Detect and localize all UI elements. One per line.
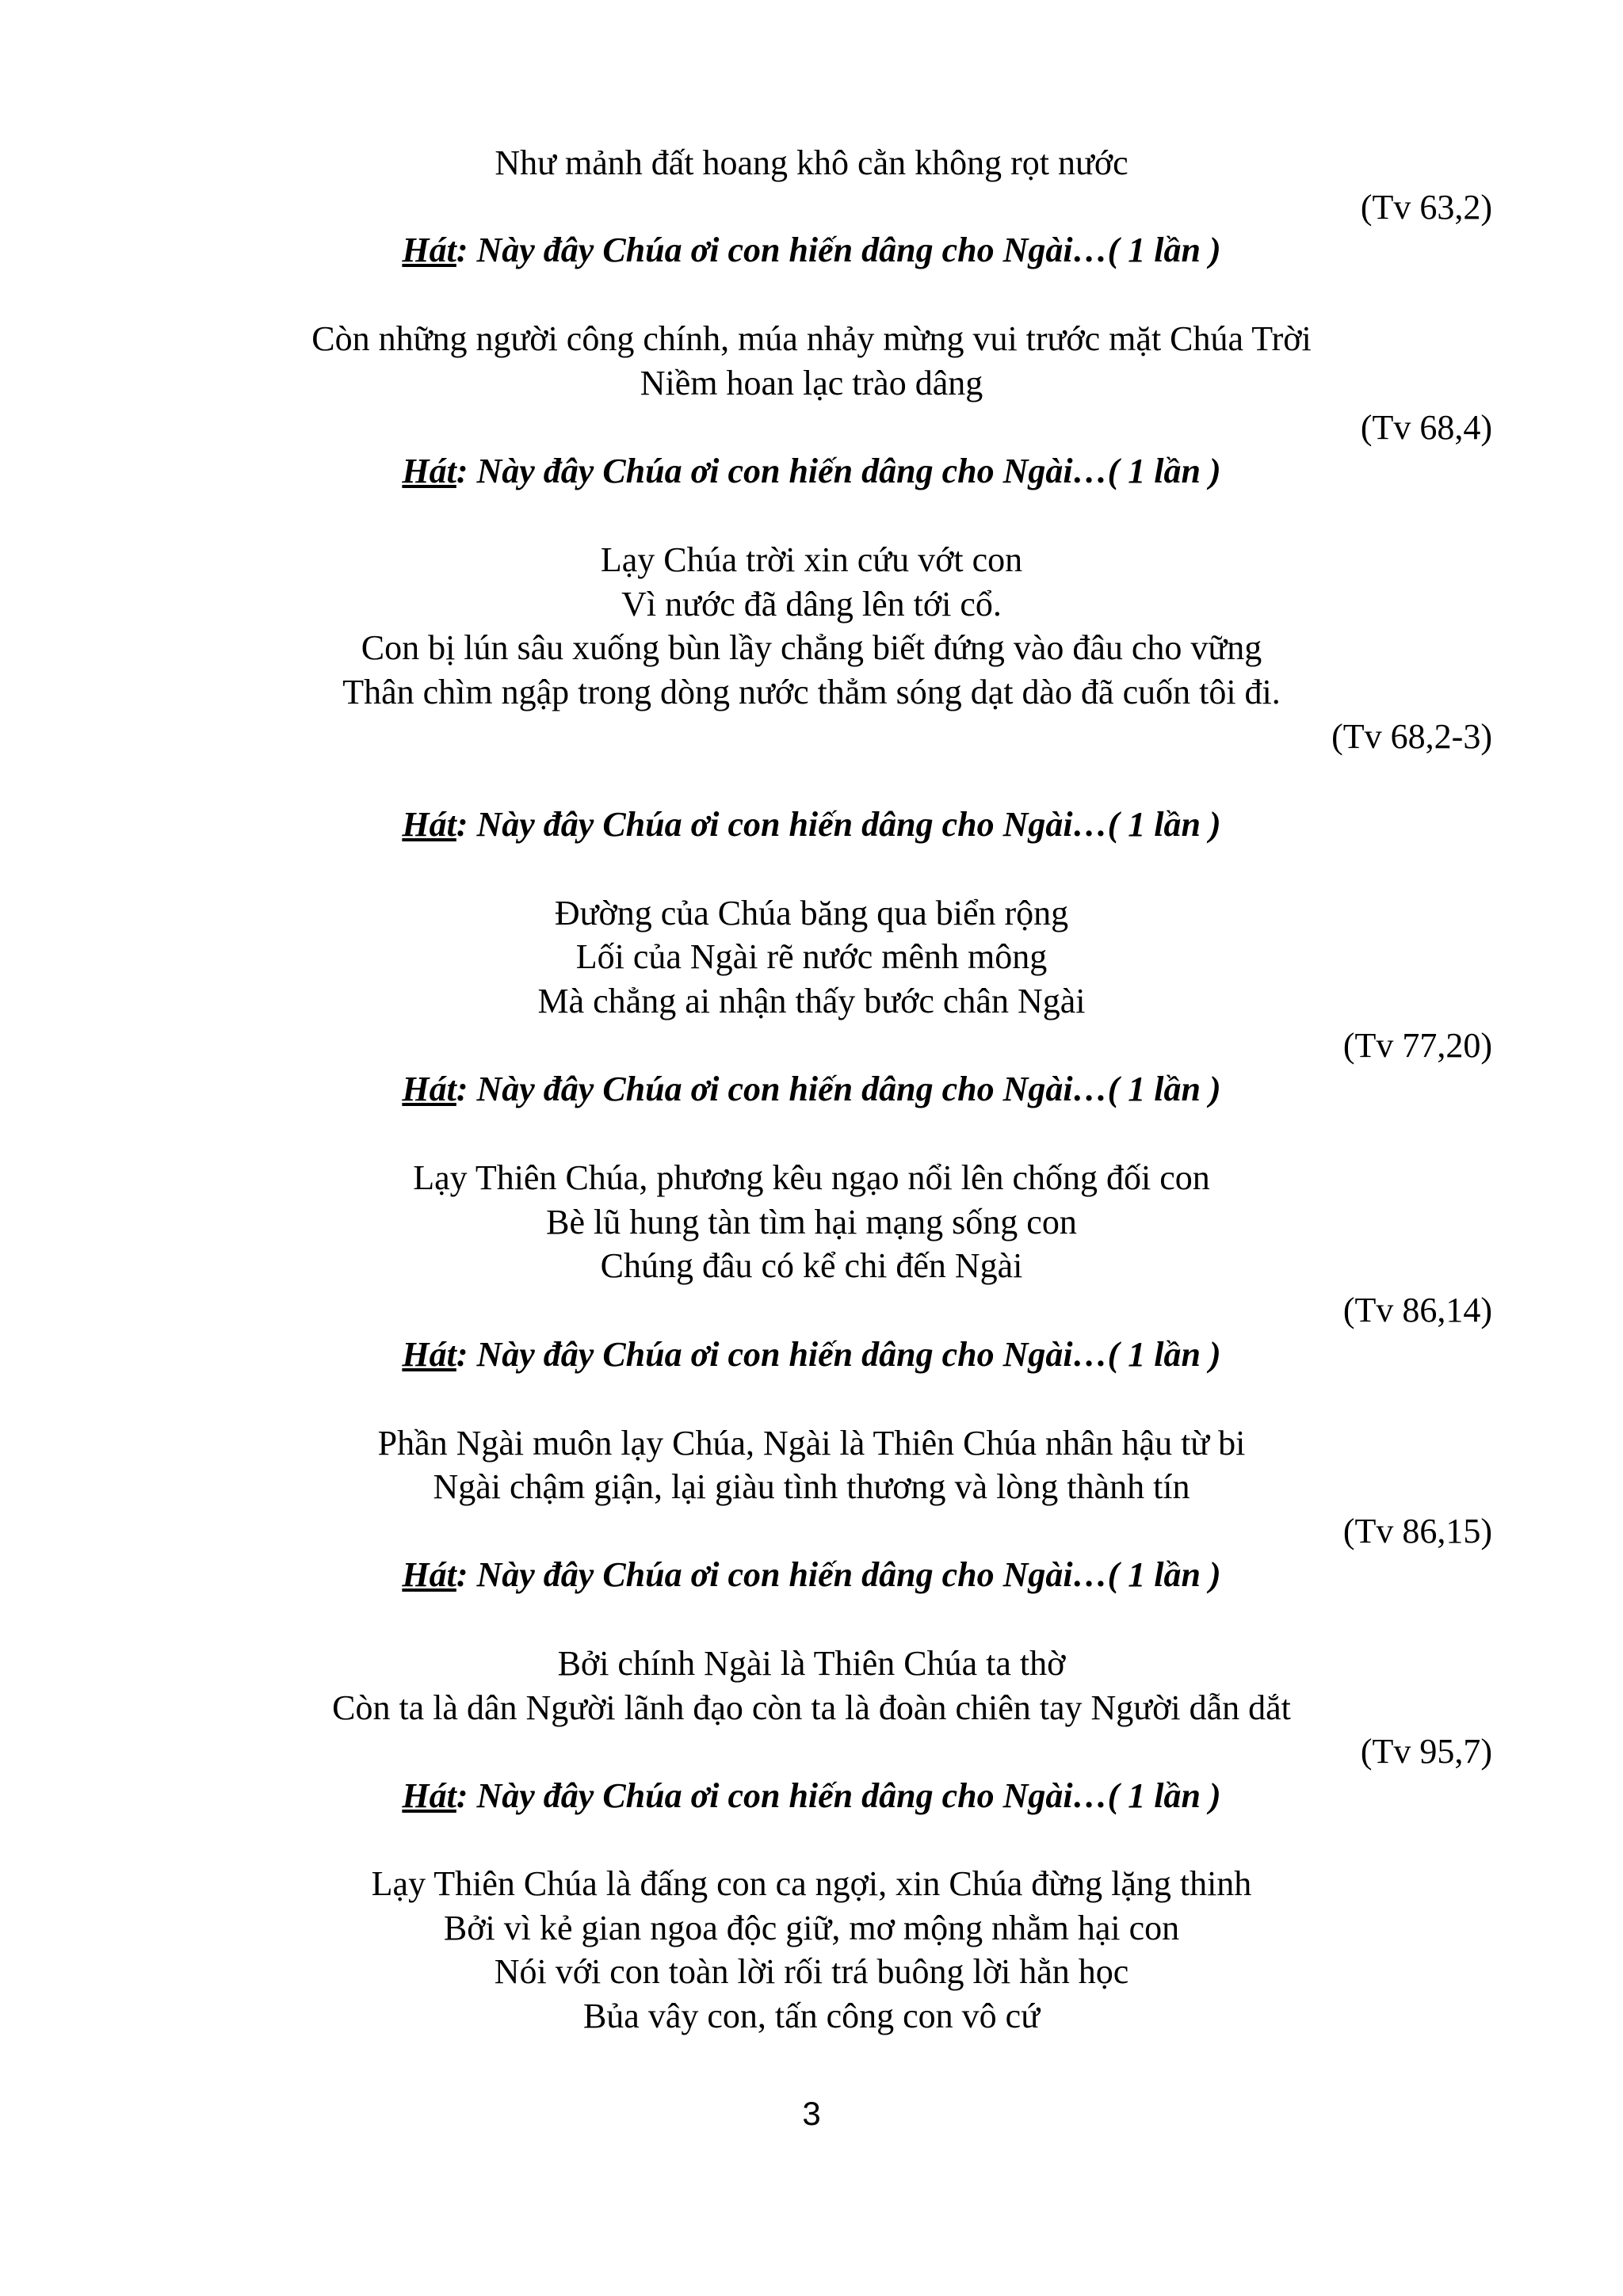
verse-line: Mà chẳng ai nhận thấy bước chân Ngài	[537, 982, 1086, 1020]
verse-line: Bè lũ hung tàn tìm hại mạng sống con	[546, 1203, 1077, 1241]
refrain-line	[0, 228, 1623, 273]
psalm-reference: (Tv 68,4)	[1360, 408, 1492, 447]
refrain-line	[0, 449, 1623, 494]
verse-line: Bởi chính Ngài là Thiên Chúa ta thờ	[557, 1644, 1066, 1683]
refrain-label: Hát	[402, 231, 456, 269]
verse-line: Đường của Chúa băng qua biển rộng	[554, 894, 1069, 933]
refrain-label: Hát	[402, 452, 456, 490]
verse-line: Phần Ngài muôn lạy Chúa, Ngài là Thiên Chúa nhân hậu từ bi	[377, 1424, 1246, 1463]
psalm-reference: (Tv 68,2-3)	[1331, 717, 1492, 756]
verse-line: Niềm hoan lạc trào dâng	[640, 364, 983, 402]
verse-line: Chúng đâu có kể chi đến Ngài	[600, 1246, 1023, 1285]
refrain-text: : Này đây Chúa ơi con hiến dâng cho Ngài…( 1 lần )	[456, 1555, 1221, 1594]
verse-line: Con bị lún sâu xuống bùn lầy chẳng biết đứng vào đâu cho vững	[361, 628, 1262, 667]
refrain-line	[0, 1774, 1623, 1818]
refrain-text: : Này đây Chúa ơi con hiến dâng cho Ngài…( 1 lần )	[456, 805, 1221, 844]
refrain-line	[0, 1553, 1623, 1597]
verse-line: Bủa vây con, tấn công con vô cứ	[582, 1997, 1041, 2035]
page-number: 3	[802, 2095, 821, 2132]
refrain-label: Hát	[402, 805, 456, 844]
verse-line: Như mảnh đất hoang khô cằn không rọt nước	[495, 143, 1128, 182]
verse-line: Lạy Thiên Chúa, phương kêu ngạo nổi lên chống đối con	[413, 1158, 1210, 1197]
verse-line: Thân chìm ngập trong dòng nước thẳm sóng dạt dào đã cuốn tôi đi.	[342, 673, 1281, 711]
refrain-line	[0, 1333, 1623, 1377]
psalm-reference: (Tv 86,15)	[1342, 1512, 1492, 1550]
verse-line: Còn những người công chính, múa nhảy mừng vui trước mặt Chúa Trời	[311, 319, 1312, 358]
refrain-line	[0, 803, 1623, 847]
refrain-label: Hát	[402, 1335, 456, 1374]
verse-line: Nói với con toàn lời rối trá buông lời hằn học	[494, 1952, 1129, 1991]
psalm-reference: (Tv 77,20)	[1342, 1026, 1492, 1065]
refrain-label: Hát	[402, 1555, 456, 1594]
refrain-text: : Này đây Chúa ơi con hiến dâng cho Ngài…( 1 lần )	[456, 1335, 1221, 1374]
verse-line: Ngài chậm giận, lại giàu tình thương và lòng thành tín	[433, 1467, 1190, 1506]
verse-line: Lạy Thiên Chúa là đấng con ca ngợi, xin Chúa đừng lặng thinh	[371, 1864, 1252, 1903]
refrain-text: : Này đây Chúa ơi con hiến dâng cho Ngài…( 1 lần )	[456, 1776, 1221, 1815]
psalm-reference: (Tv 63,2)	[1360, 188, 1492, 227]
refrain-label: Hát	[402, 1070, 456, 1108]
refrain-text: : Này đây Chúa ơi con hiến dâng cho Ngài…( 1 lần )	[456, 452, 1221, 490]
refrain-text: : Này đây Chúa ơi con hiến dâng cho Ngài…( 1 lần )	[456, 231, 1221, 269]
verse-line: Lối của Ngài rẽ nước mênh mông	[575, 937, 1048, 976]
refrain-label: Hát	[402, 1776, 456, 1815]
refrain-text: : Này đây Chúa ơi con hiến dâng cho Ngài…( 1 lần )	[456, 1070, 1221, 1108]
verse-line: Vì nước đã dâng lên tới cổ.	[621, 585, 1002, 624]
verse-line: Lạy Chúa trời xin cứu vớt con	[600, 540, 1023, 579]
psalm-reference: (Tv 95,7)	[1360, 1732, 1492, 1771]
verse-line: Còn ta là dân Người lãnh đạo còn ta là đoàn chiên tay Người dẫn dắt	[332, 1688, 1291, 1727]
refrain-line	[0, 1067, 1623, 1112]
verse-line: Bởi vì kẻ gian ngoa độc giữ, mơ mộng nhằm hại con	[443, 1909, 1180, 1947]
psalm-reference: (Tv 86,14)	[1342, 1291, 1492, 1329]
